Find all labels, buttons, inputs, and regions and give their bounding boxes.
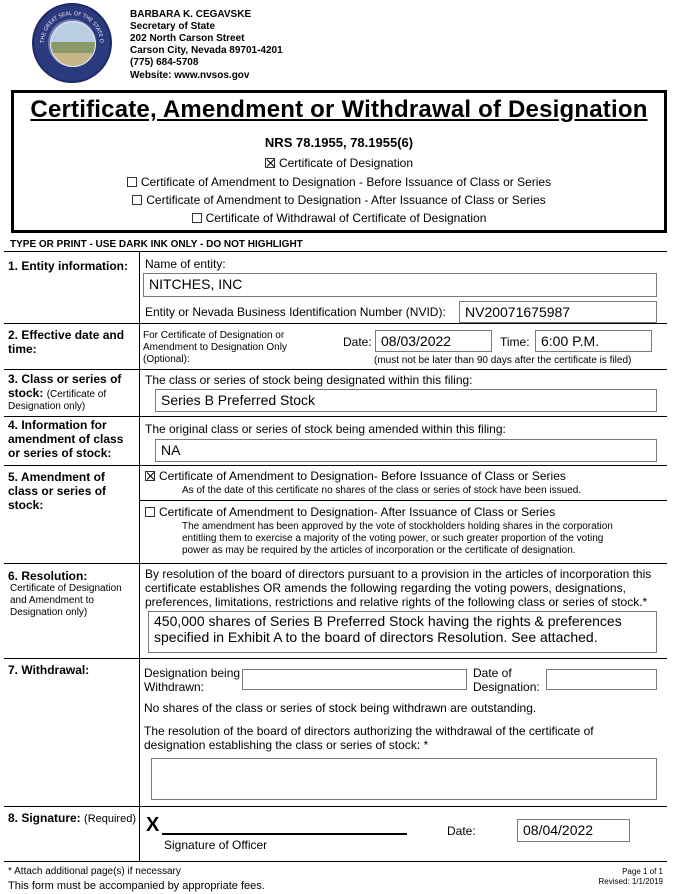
desc-line: The amendment has been approved by the vote of stockholders holding shares in the corporation <box>182 521 613 532</box>
option-label: Certificate of Amendment to Designation - Before Issuance of Class or Series <box>140 175 552 189</box>
section-2-label-line2: time: <box>8 342 37 356</box>
label-line: class or series of <box>8 484 107 498</box>
amendment-before-option[interactable] <box>145 469 566 483</box>
desc-line: By resolution of the board of directors pursuant to a provision in the articles of incorporation this <box>145 567 652 581</box>
signature-date-label: Date: <box>447 824 476 838</box>
amendment-after-option[interactable] <box>145 505 555 519</box>
row-divider <box>4 323 667 324</box>
effective-time-label: Time: <box>500 335 530 349</box>
section-4-label <box>8 418 123 460</box>
desc-line: certificate establishes OR amends the following regarding the voting powers, designations, <box>145 581 626 595</box>
checkbox-icon[interactable] <box>127 177 137 187</box>
row-divider <box>139 500 667 501</box>
row-divider <box>4 806 667 807</box>
signature-line[interactable] <box>162 833 407 835</box>
label-sub: and Amendment to <box>10 595 94 606</box>
desc-line: preferences, limitations, restrictions and relative rights of the following class or series of stock.* <box>145 595 648 609</box>
desc-line: Amendment to Designation Only <box>143 342 287 353</box>
header-title: Secretary of State <box>130 21 216 32</box>
option-label: Certificate of Amendment to Designation - After Issuance of Class or Series <box>146 193 546 207</box>
label-line: Designation being <box>144 666 241 680</box>
page-number: Page 1 of 1 <box>622 867 663 876</box>
section-1-label: 1. Entity information: <box>8 259 128 273</box>
desc-line: For Certificate of Designation or <box>143 330 285 341</box>
original-class-field[interactable]: NA <box>155 439 657 462</box>
form-title: Certificate, Amendment or Withdrawal of Designation <box>30 96 648 123</box>
resolution-line: specified in Exhibit A to the board of directors Resolution. See attached. <box>154 629 598 645</box>
label-sub: Designation only) <box>10 607 88 618</box>
checkbox-checked-icon[interactable] <box>145 471 155 481</box>
row-divider <box>4 369 667 370</box>
effective-date-label: Date: <box>343 335 372 349</box>
withdrawal-resolution-label <box>144 724 594 752</box>
desc-line: (Optional): <box>143 354 190 365</box>
entity-name-field[interactable]: NITCHES, INC <box>143 273 657 297</box>
section-5-label <box>8 470 106 512</box>
section-7-label: 7. Withdrawal: <box>8 663 90 677</box>
amendment-before-description: As of the date of this certificate no shares of the class or series of stock have been issued. <box>182 485 582 496</box>
checkbox-checked-icon[interactable] <box>265 158 275 168</box>
amendment-after-description <box>182 521 613 557</box>
designation-withdrawn-label <box>144 666 240 694</box>
option-withdrawal[interactable] <box>14 211 664 225</box>
section-3-label <box>8 372 121 413</box>
entity-name-label: Name of entity: <box>145 257 226 271</box>
section-2-description <box>143 330 287 366</box>
label-line: or series of stock: <box>8 446 112 460</box>
checkbox-icon[interactable] <box>192 213 202 223</box>
label-line: 6. Resolution: <box>8 569 88 583</box>
effective-time-field[interactable]: 6:00 P.M. <box>535 330 652 352</box>
label-line: 5. Amendment of <box>8 470 105 484</box>
option-label: Certificate of Amendment to Designation- Before Issuance of Class or Series <box>159 469 566 483</box>
label-line: 4. Information for <box>8 418 107 432</box>
option-label: Certificate of Amendment to Designation- After Issuance of Class or Series <box>159 505 556 519</box>
option-amendment-after-issuance[interactable] <box>14 193 664 207</box>
row-divider <box>4 658 667 659</box>
class-series-field[interactable]: Series B Preferred Stock <box>155 389 657 412</box>
attach-note: * Attach additional page(s) if necessary <box>8 866 181 877</box>
nevada-state-seal <box>32 3 112 83</box>
option-amendment-before-issuance[interactable] <box>14 175 664 189</box>
desc-line: entitling them to exercise a majority of the voting power, or such greater proportion of the voting <box>182 533 604 544</box>
ink-instructions: TYPE OR PRINT - USE DARK INK ONLY - DO NOT HIGHLIGHT <box>10 239 303 250</box>
label-sub: (Required) <box>84 813 136 825</box>
section-6-description <box>145 567 651 609</box>
row-divider <box>4 563 667 564</box>
effective-date-note: (must not be later than 90 days after the certificate is filed) <box>374 355 632 366</box>
label-line: stock: <box>8 498 44 512</box>
no-shares-note: No shares of the class or series of stock being withdrawn are outstanding. <box>144 701 537 715</box>
checkbox-icon[interactable] <box>132 195 142 205</box>
row-divider <box>4 465 667 466</box>
checkbox-icon[interactable] <box>145 507 155 517</box>
option-label: Certificate of Designation <box>278 156 414 170</box>
header-name: BARBARA K. CEGAVSKE <box>130 9 252 20</box>
signature-x-mark: X <box>146 814 160 836</box>
signature-date-field[interactable]: 08/04/2022 <box>517 819 630 842</box>
section-8-label <box>8 811 136 825</box>
header-address2: Carson City, Nevada 89701-4201 <box>130 45 283 56</box>
label-line: Withdrawn: <box>144 680 205 694</box>
row-divider <box>4 416 667 417</box>
header-website[interactable]: Website: www.nvsos.gov <box>130 70 250 81</box>
label-line: stock: <box>8 386 44 400</box>
label-sub: (Certificate of <box>46 389 107 400</box>
desc-line: power as may be required by the articles of incorporation or the certificate of designation. <box>182 545 576 556</box>
designation-date-label <box>473 666 540 694</box>
column-divider <box>139 251 140 861</box>
label-line: 8. Signature: <box>8 811 81 825</box>
label-sub: Designation only) <box>8 401 86 412</box>
section-2-label-line1: 2. Effective date and <box>8 328 125 342</box>
nvid-label: Entity or Nevada Business Identification Number (NVID): <box>145 305 446 319</box>
resolution-line: 450,000 shares of Series B Preferred Stock having the rights & preferences <box>154 613 622 629</box>
page-info <box>599 867 664 887</box>
row-divider <box>4 251 667 252</box>
option-certificate-of-designation[interactable] <box>14 156 664 170</box>
signature-label: Signature of Officer <box>164 838 268 852</box>
designation-date-field[interactable] <box>546 669 657 690</box>
label-line: amendment of class <box>8 432 124 446</box>
label-line: Date of <box>473 666 512 680</box>
section-2-label <box>8 328 124 356</box>
seal-landscape <box>50 21 96 67</box>
statute-reference: NRS 78.1955, 78.1955(6) <box>264 135 414 150</box>
revision-date: Revised: 1/1/2019 <box>598 877 663 886</box>
seal-text-top: THE GREAT SEAL OF THE STATE O <box>39 10 105 44</box>
label-line: designation establishing the class or series of stock: * <box>144 738 429 752</box>
effective-date-field[interactable]: 08/03/2022 <box>375 330 492 352</box>
nvid-field[interactable]: NV20071675987 <box>459 301 657 323</box>
row-divider <box>4 861 667 862</box>
withdrawal-resolution-field[interactable] <box>151 758 657 800</box>
section-4-description: The original class or series of stock being amended within this filing: <box>145 422 506 436</box>
resolution-field[interactable] <box>148 611 657 653</box>
label-line: The resolution of the board of directors authorizing the withdrawal of the certificate of <box>144 724 594 738</box>
option-label: Certificate of Withdrawal of Certificate of Designation <box>205 211 487 225</box>
fees-note: This form must be accompanied by appropriate fees. <box>8 880 265 892</box>
header-phone: (775) 684-5708 <box>130 57 199 68</box>
designation-withdrawn-field[interactable] <box>242 669 467 690</box>
label-line: 3. Class or series of <box>8 372 122 386</box>
label-sub: Certificate of Designation <box>10 583 122 594</box>
header-address1: 202 North Carson Street <box>130 33 245 44</box>
label-line: Designation: <box>473 680 540 694</box>
section-6-label <box>8 569 122 619</box>
section-3-description: The class or series of stock being designated within this filing: <box>145 373 473 387</box>
